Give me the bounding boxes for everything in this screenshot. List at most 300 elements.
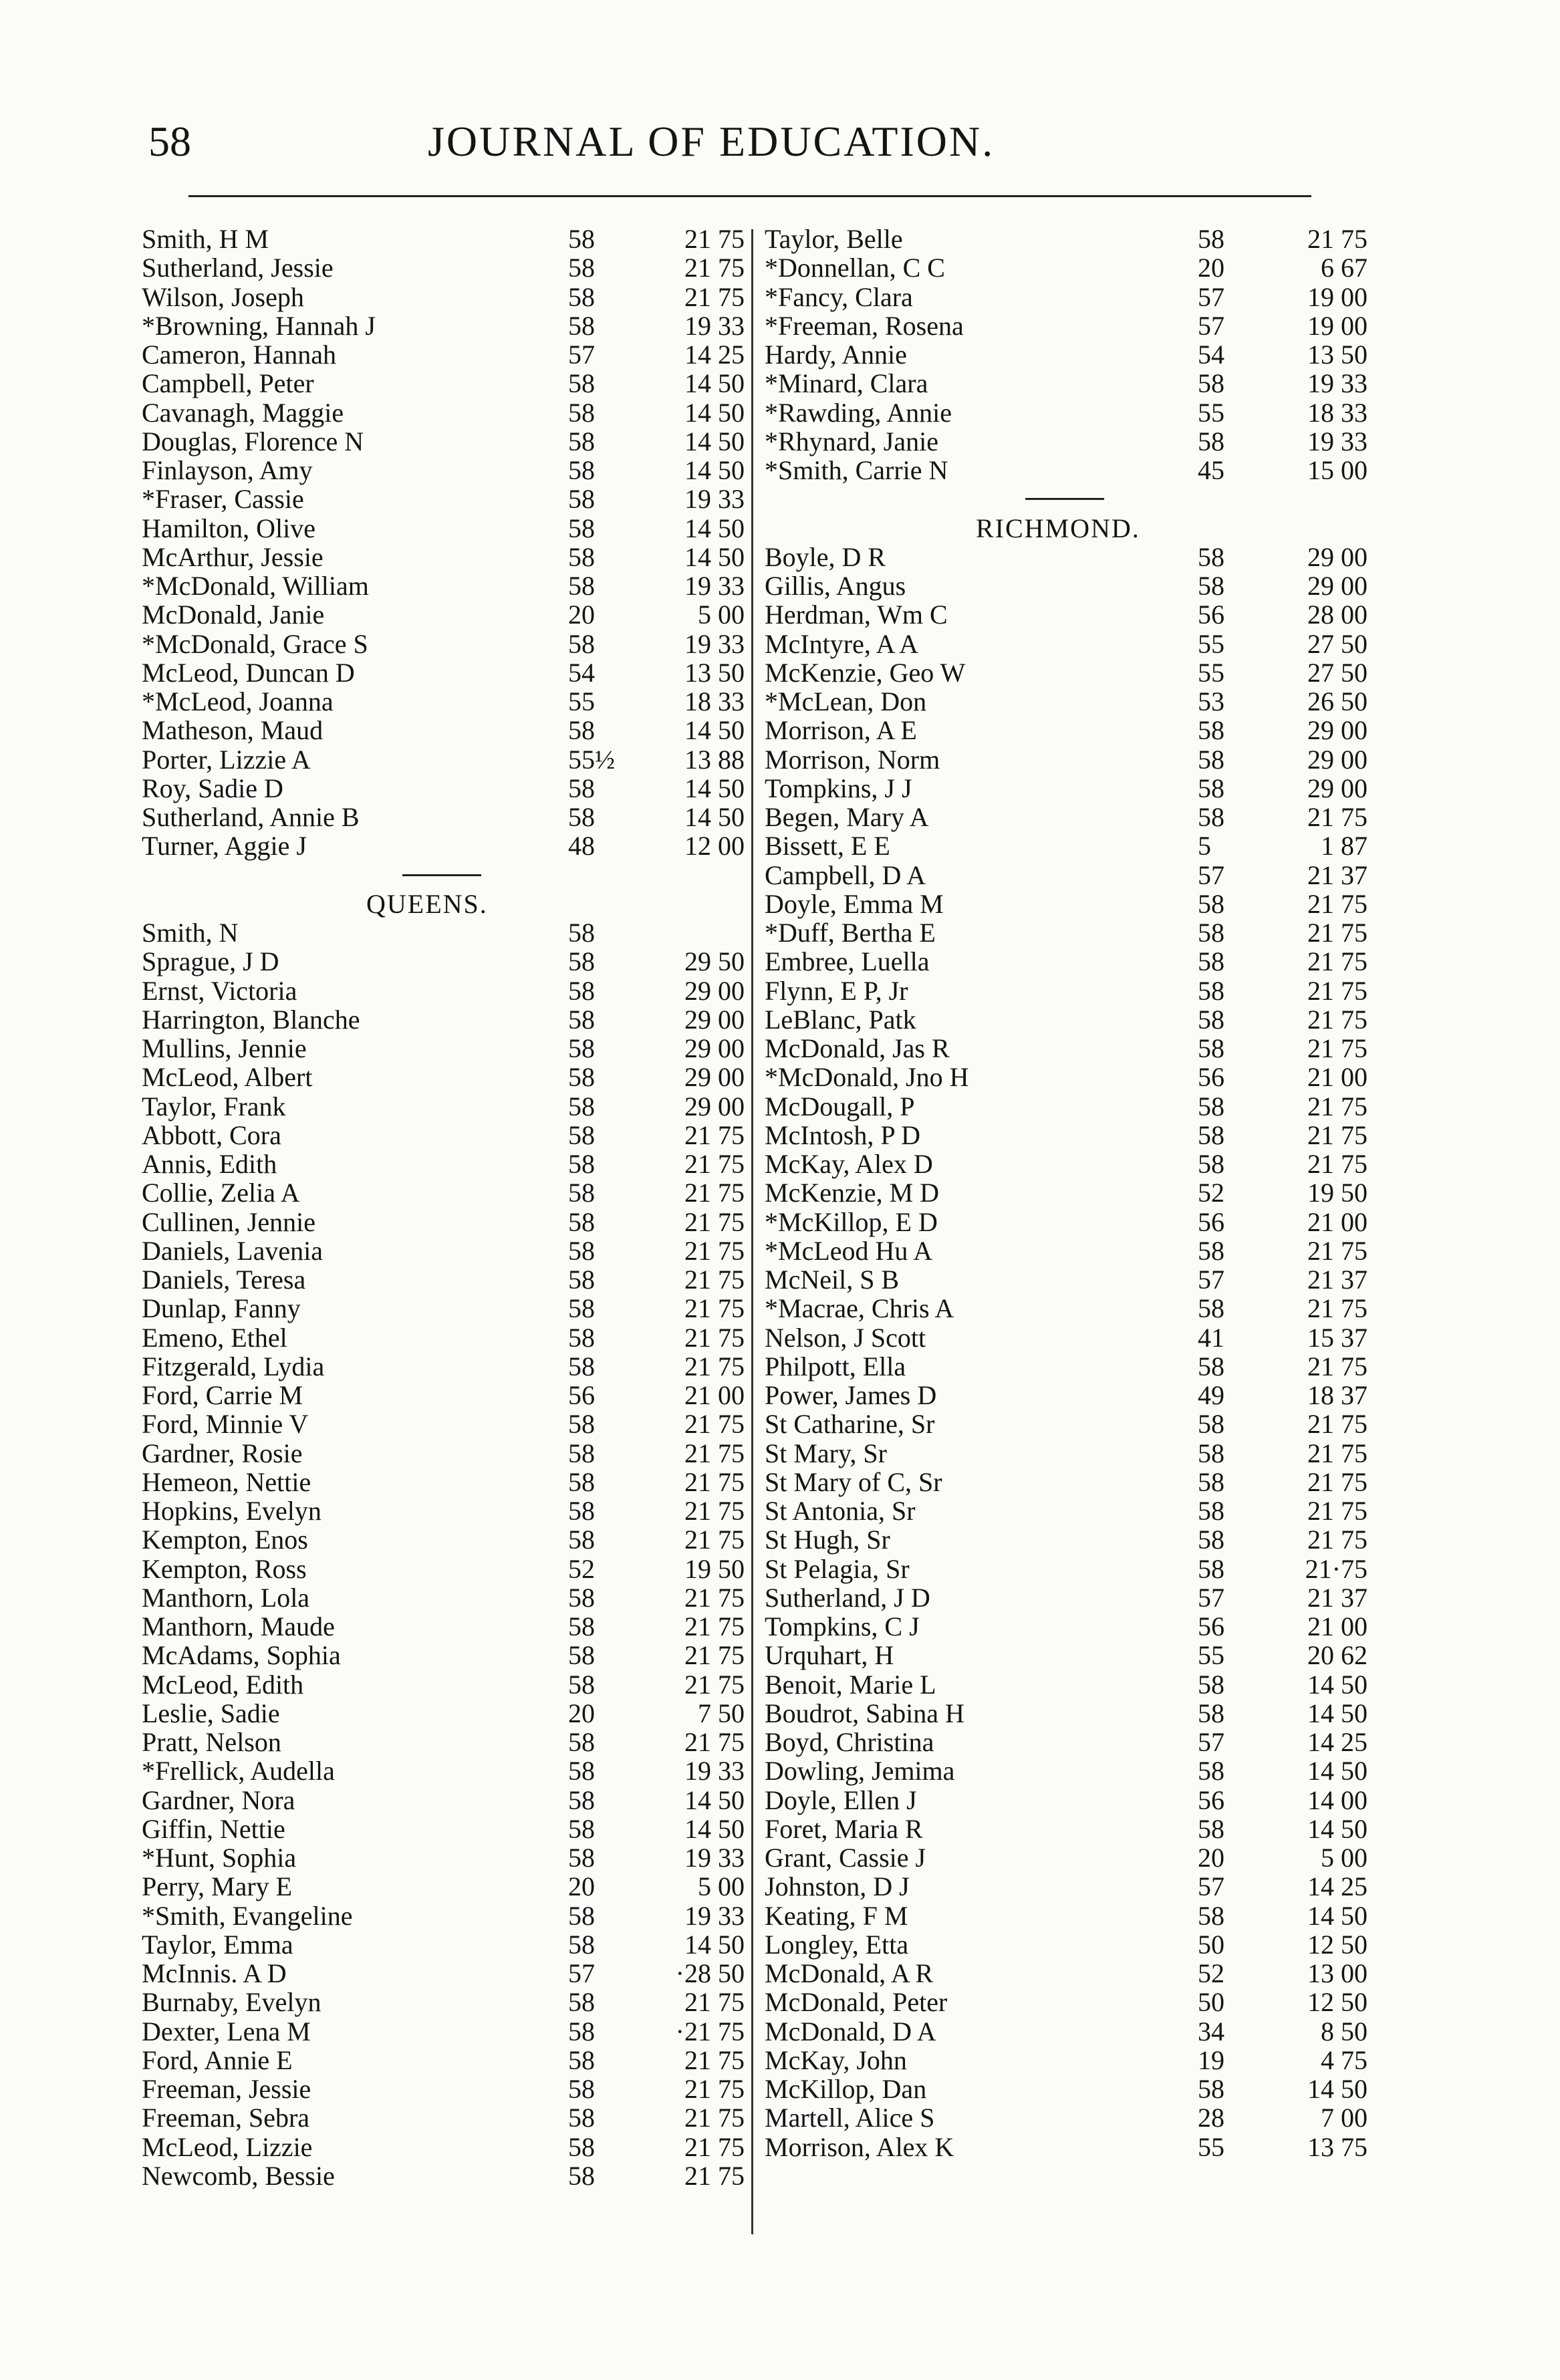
days-cell: 58 bbox=[568, 2044, 595, 2075]
amount-cell: 14 50 bbox=[684, 773, 745, 803]
days-cell: 58 bbox=[1198, 1293, 1224, 1324]
amount-cell: 29 50 bbox=[684, 946, 745, 977]
section-divider bbox=[765, 485, 1366, 513]
table-row bbox=[142, 253, 745, 282]
amount-cell: 19 33 bbox=[684, 628, 745, 659]
table-row bbox=[765, 1294, 1366, 1323]
days-cell: 58 bbox=[1198, 368, 1224, 399]
name-cell: Dexter, Lena M bbox=[142, 2016, 311, 2046]
name-cell: Embree, Luella bbox=[765, 946, 930, 977]
table-row bbox=[765, 253, 1366, 282]
days-cell: 58 bbox=[568, 281, 595, 312]
name-cell: Mullins, Jennie bbox=[142, 1033, 307, 1063]
table-row bbox=[142, 1063, 745, 1091]
amount-cell: 21 00 bbox=[684, 1380, 745, 1410]
table-row bbox=[142, 1728, 745, 1756]
name-cell: Giffin, Nettie bbox=[142, 1813, 285, 1844]
amount-cell: 14 50 bbox=[684, 715, 745, 746]
table-row bbox=[765, 543, 1366, 571]
table-row bbox=[765, 225, 1366, 253]
days-cell: 57 bbox=[1198, 310, 1224, 341]
name-cell: Freeman, Sebra bbox=[142, 2103, 310, 2133]
name-cell: *McDonald, Jno H bbox=[765, 1062, 969, 1093]
name-cell: Taylor, Belle bbox=[765, 224, 903, 254]
name-cell: St Antonia, Sr bbox=[765, 1496, 916, 1526]
table-row bbox=[765, 1670, 1366, 1699]
name-cell: Keating, F M bbox=[765, 1900, 908, 1931]
days-cell: 58 bbox=[1198, 1900, 1224, 1931]
amount-cell: 21 75 bbox=[684, 2160, 745, 2191]
days-cell: 58 bbox=[1198, 1033, 1224, 1063]
name-cell: Fitzgerald, Lydia bbox=[142, 1351, 325, 1381]
amount-cell: 21 75 bbox=[684, 1525, 745, 1555]
name-cell: *Frellick, Audella bbox=[142, 1756, 335, 1787]
days-cell: 58 bbox=[1198, 1004, 1224, 1035]
amount-cell: 14 50 bbox=[684, 802, 745, 832]
name-cell: Doyle, Emma M bbox=[765, 888, 944, 919]
days-cell: 58 bbox=[568, 2131, 595, 2162]
table-row bbox=[765, 2046, 1366, 2075]
days-cell: 58 bbox=[568, 1525, 595, 1555]
table-row bbox=[765, 976, 1366, 1005]
name-cell: Campbell, D A bbox=[765, 860, 926, 890]
amount-cell: 21 75 bbox=[1307, 1091, 1368, 1121]
days-cell: 58 bbox=[1198, 1149, 1224, 1179]
days-cell: 56 bbox=[1198, 1611, 1224, 1641]
table-row bbox=[765, 311, 1366, 340]
amount-cell: 8 50 bbox=[1321, 2016, 1368, 2046]
amount-cell: 21 75 bbox=[684, 224, 745, 254]
name-cell: McLeod, Duncan D bbox=[142, 657, 355, 688]
days-cell: 58 bbox=[1198, 1438, 1224, 1468]
name-cell: McNeil, S B bbox=[765, 1265, 900, 1295]
table-row bbox=[765, 831, 1366, 860]
right-column bbox=[765, 225, 1366, 2161]
days-cell: 57 bbox=[1198, 1727, 1224, 1757]
amount-cell: 21 75 bbox=[684, 2103, 745, 2133]
days-cell: 58 bbox=[568, 455, 595, 485]
table-row bbox=[765, 1092, 1366, 1121]
name-cell: Pratt, Nelson bbox=[142, 1727, 281, 1757]
amount-cell: 21 75 bbox=[1307, 1409, 1368, 1440]
amount-cell: 21 75 bbox=[1307, 1033, 1368, 1063]
left-block-1 bbox=[142, 225, 745, 861]
name-cell: McKenzie, Geo W bbox=[765, 657, 966, 688]
table-row bbox=[142, 225, 745, 253]
amount-cell: 29 00 bbox=[684, 1091, 745, 1121]
amount-cell: 29 00 bbox=[1307, 744, 1368, 775]
amount-cell: 14 50 bbox=[1307, 1669, 1368, 1700]
table-row bbox=[765, 803, 1366, 831]
name-cell: Morrison, Alex K bbox=[765, 2131, 954, 2162]
amount-cell: 19 50 bbox=[684, 1553, 745, 1584]
table-row bbox=[765, 2017, 1366, 2046]
days-cell: 58 bbox=[568, 1235, 595, 1266]
amount-cell: 21 75 bbox=[1307, 1525, 1368, 1555]
table-row bbox=[765, 369, 1366, 398]
days-cell: 57 bbox=[1198, 281, 1224, 312]
days-cell: 54 bbox=[1198, 340, 1224, 370]
amount-cell: 12 00 bbox=[684, 831, 745, 862]
days-cell: 58 bbox=[568, 513, 595, 543]
days-cell: 34 bbox=[1198, 2016, 1224, 2046]
column-divider bbox=[751, 229, 753, 2234]
name-cell: Collie, Zelia A bbox=[142, 1178, 300, 1208]
table-row bbox=[765, 1641, 1366, 1670]
amount-cell: 14 50 bbox=[684, 397, 745, 428]
name-cell: *Duff, Bertha E bbox=[765, 918, 936, 948]
amount-cell: 15 00 bbox=[1307, 455, 1368, 485]
name-cell: Hopkins, Evelyn bbox=[142, 1496, 321, 1526]
table-row bbox=[765, 1583, 1366, 1612]
amount-cell: 14 50 bbox=[684, 455, 745, 485]
days-cell: 20 bbox=[1198, 253, 1224, 283]
amount-cell: 12 50 bbox=[1307, 1987, 1368, 2018]
name-cell: Hardy, Annie bbox=[765, 340, 907, 370]
amount-cell: 21 75 bbox=[1307, 975, 1368, 1006]
table-row bbox=[142, 283, 745, 311]
table-row bbox=[765, 1208, 1366, 1236]
table-row bbox=[765, 1815, 1366, 1843]
name-cell: *McLean, Don bbox=[765, 686, 927, 716]
days-cell: 58 bbox=[1198, 571, 1224, 601]
days-cell: 58 bbox=[568, 1727, 595, 1757]
amount-cell: 19 00 bbox=[1307, 310, 1368, 341]
days-cell: 58 bbox=[568, 1669, 595, 1700]
amount-cell: 21 75 bbox=[1307, 1004, 1368, 1035]
table-row bbox=[765, 774, 1366, 803]
amount-cell: 21 75 bbox=[1307, 1149, 1368, 1179]
page-number: 58 bbox=[148, 118, 191, 165]
table-row bbox=[142, 716, 745, 745]
amount-cell: 20 62 bbox=[1307, 1640, 1368, 1671]
table-row bbox=[142, 1178, 745, 1207]
table-row bbox=[142, 1121, 745, 1150]
table-row bbox=[142, 485, 745, 513]
name-cell: McIntosh, P D bbox=[765, 1119, 920, 1150]
days-cell: 45 bbox=[1198, 455, 1224, 485]
days-cell: 58 bbox=[568, 368, 595, 399]
days-cell: 58 bbox=[1198, 1553, 1224, 1584]
table-row bbox=[142, 2103, 745, 2132]
name-cell: Benoit, Marie L bbox=[765, 1669, 936, 1700]
table-row bbox=[142, 976, 745, 1005]
table-row bbox=[765, 1178, 1366, 1207]
name-cell: Philpott, Ella bbox=[765, 1351, 906, 1381]
right-block-2 bbox=[765, 543, 1366, 2161]
amount-cell: 21 75 bbox=[1307, 1293, 1368, 1324]
table-row bbox=[142, 1092, 745, 1121]
days-cell: 58 bbox=[568, 1091, 595, 1121]
days-cell: 55 bbox=[1198, 2131, 1224, 2162]
days-cell: 58 bbox=[568, 541, 595, 572]
days-cell: 55 bbox=[568, 686, 595, 716]
days-cell: 58 bbox=[568, 2016, 595, 2046]
amount-cell: 19 33 bbox=[684, 1900, 745, 1931]
name-cell: Johnston, D J bbox=[765, 1871, 910, 1902]
name-cell: Gardner, Nora bbox=[142, 1784, 295, 1815]
table-row bbox=[765, 1988, 1366, 2016]
table-row bbox=[765, 1728, 1366, 1756]
table-row bbox=[142, 1959, 745, 1988]
table-row bbox=[765, 658, 1366, 687]
name-cell: Manthorn, Lola bbox=[142, 1582, 310, 1613]
days-cell: 58 bbox=[568, 2074, 595, 2104]
table-row bbox=[142, 2075, 745, 2103]
name-cell: *Freeman, Rosena bbox=[765, 310, 964, 341]
table-row bbox=[142, 1496, 745, 1525]
name-cell: St Pelagia, Sr bbox=[765, 1553, 910, 1584]
days-cell: 58 bbox=[568, 1987, 595, 2018]
amount-cell: 21 37 bbox=[1307, 1265, 1368, 1295]
amount-cell: 21 75 bbox=[1307, 224, 1368, 254]
table-row bbox=[765, 1525, 1366, 1554]
days-cell: 58 bbox=[568, 1929, 595, 1960]
name-cell: McKillop, Dan bbox=[765, 2074, 927, 2104]
name-cell: Ford, Annie E bbox=[142, 2044, 293, 2075]
days-cell: 58 bbox=[568, 1206, 595, 1237]
name-cell: Ernst, Victoria bbox=[142, 975, 297, 1006]
amount-cell: 19 33 bbox=[684, 1843, 745, 1873]
amount-cell: 21 75 bbox=[684, 1987, 745, 2018]
days-cell: 58 bbox=[1198, 1698, 1224, 1728]
table-row bbox=[765, 716, 1366, 745]
name-cell: Daniels, Lavenia bbox=[142, 1235, 323, 1266]
table-row bbox=[765, 2103, 1366, 2132]
days-cell: 58 bbox=[1198, 1466, 1224, 1497]
amount-cell: 21 75 bbox=[1307, 1438, 1368, 1468]
table-row bbox=[142, 745, 745, 774]
table-row bbox=[765, 630, 1366, 658]
days-cell: 58 bbox=[1198, 802, 1224, 832]
amount-cell: 21 75 bbox=[1307, 1351, 1368, 1381]
table-row bbox=[142, 1323, 745, 1352]
amount-cell: 21 75 bbox=[1307, 888, 1368, 919]
name-cell: McLeod, Edith bbox=[142, 1669, 304, 1700]
table-row bbox=[142, 803, 745, 831]
amount-cell: 19 33 bbox=[1307, 426, 1368, 456]
name-cell: St Mary, Sr bbox=[765, 1438, 887, 1468]
table-row bbox=[765, 600, 1366, 629]
name-cell: *Rhynard, Janie bbox=[765, 426, 938, 456]
name-cell: McDonald, A R bbox=[765, 1958, 934, 1988]
table-row bbox=[765, 1786, 1366, 1815]
section-heading-queens: QUEENS. bbox=[366, 888, 488, 919]
days-cell: 56 bbox=[1198, 600, 1224, 630]
table-row bbox=[142, 1468, 745, 1496]
amount-cell: 18 37 bbox=[1307, 1380, 1368, 1410]
name-cell: Begen, Mary A bbox=[765, 802, 929, 832]
days-cell: 52 bbox=[568, 1553, 595, 1584]
amount-cell: 21 37 bbox=[1307, 860, 1368, 890]
amount-cell: 21 00 bbox=[1307, 1611, 1368, 1641]
name-cell: Tompkins, J J bbox=[765, 773, 912, 803]
name-cell: Power, James D bbox=[765, 1380, 937, 1410]
name-cell: McKenzie, M D bbox=[765, 1178, 940, 1208]
table-row bbox=[142, 2046, 745, 2075]
days-cell: 53 bbox=[1198, 686, 1224, 716]
table-row bbox=[765, 1555, 1366, 1583]
table-row bbox=[765, 1959, 1366, 1988]
amount-cell: 27 50 bbox=[1307, 657, 1368, 688]
name-cell: Urquhart, H bbox=[765, 1640, 894, 1671]
amount-cell: 21 75 bbox=[684, 1496, 745, 1526]
table-row bbox=[765, 427, 1366, 456]
amount-cell: 14 50 bbox=[1307, 1698, 1368, 1728]
days-cell: 58 bbox=[568, 571, 595, 601]
amount-cell: 19 33 bbox=[684, 571, 745, 601]
name-cell: Emeno, Ethel bbox=[142, 1322, 287, 1353]
amount-cell: 21 75 bbox=[1307, 1496, 1368, 1526]
name-cell: McArthur, Jessie bbox=[142, 541, 323, 572]
amount-cell: 13 75 bbox=[1307, 2131, 1368, 2162]
amount-cell: 29 00 bbox=[1307, 541, 1368, 572]
table-row bbox=[142, 2133, 745, 2161]
amount-cell: 21 75 bbox=[684, 1206, 745, 1237]
amount-cell: 21 75 bbox=[684, 1727, 745, 1757]
table-row bbox=[765, 456, 1366, 485]
amount-cell: 18 33 bbox=[1307, 397, 1368, 428]
days-cell: 5 bbox=[1198, 831, 1211, 862]
table-row bbox=[142, 1901, 745, 1930]
name-cell: Herdman, Wm C bbox=[765, 600, 948, 630]
amount-cell: 29 00 bbox=[684, 1033, 745, 1063]
name-cell: Ford, Carrie M bbox=[142, 1380, 303, 1410]
name-cell: Roy, Sadie D bbox=[142, 773, 283, 803]
days-cell: 57 bbox=[568, 340, 595, 370]
amount-cell: 21 75 bbox=[1307, 1466, 1368, 1497]
days-cell: 58 bbox=[568, 253, 595, 283]
days-cell: 58 bbox=[568, 1496, 595, 1526]
days-cell: 58 bbox=[568, 1178, 595, 1208]
name-cell: Gardner, Rosie bbox=[142, 1438, 303, 1468]
name-cell: Porter, Lizzie A bbox=[142, 744, 311, 775]
days-cell: 55½ bbox=[568, 744, 615, 775]
name-cell: Abbott, Cora bbox=[142, 1119, 281, 1150]
amount-cell: 21 00 bbox=[1307, 1062, 1368, 1093]
table-row bbox=[142, 1786, 745, 1815]
amount-cell: 7 50 bbox=[698, 1698, 745, 1728]
name-cell: Campbell, Peter bbox=[142, 368, 314, 399]
amount-cell: 21·75 bbox=[1305, 1553, 1368, 1584]
amount-cell: 5 00 bbox=[698, 600, 745, 630]
amount-cell: 14 50 bbox=[684, 1813, 745, 1844]
table-row bbox=[142, 1930, 745, 1959]
table-row bbox=[142, 456, 745, 485]
table-row bbox=[765, 340, 1366, 369]
days-cell: 58 bbox=[1198, 946, 1224, 977]
table-row bbox=[142, 1843, 745, 1872]
table-row bbox=[142, 427, 745, 456]
days-cell: 58 bbox=[568, 1611, 595, 1641]
table-row bbox=[142, 2161, 745, 2190]
name-cell: Tompkins, C J bbox=[765, 1611, 920, 1641]
table-row bbox=[142, 918, 745, 947]
table-row bbox=[765, 1699, 1366, 1728]
table-row bbox=[765, 1005, 1366, 1034]
table-row bbox=[765, 1150, 1366, 1178]
name-cell: Morrison, A E bbox=[765, 715, 917, 746]
days-cell: 55 bbox=[1198, 657, 1224, 688]
amount-cell: 29 00 bbox=[1307, 715, 1368, 746]
days-cell: 58 bbox=[568, 1119, 595, 1150]
name-cell: Manthorn, Maude bbox=[142, 1611, 335, 1641]
name-cell: Daniels, Teresa bbox=[142, 1265, 306, 1295]
table-row bbox=[142, 369, 745, 398]
amount-cell: 21 75 bbox=[684, 2044, 745, 2075]
table-row bbox=[142, 687, 745, 716]
amount-cell: 14 50 bbox=[1307, 1813, 1368, 1844]
table-row bbox=[142, 1236, 745, 1265]
amount-cell: 15 37 bbox=[1307, 1322, 1368, 1353]
amount-cell: 19 33 bbox=[684, 310, 745, 341]
days-cell: 48 bbox=[568, 831, 595, 862]
days-cell: 58 bbox=[568, 310, 595, 341]
table-row bbox=[765, 1352, 1366, 1381]
days-cell: 58 bbox=[568, 1900, 595, 1931]
days-cell: 57 bbox=[1198, 1582, 1224, 1613]
days-cell: 58 bbox=[1198, 1496, 1224, 1526]
name-cell: Foret, Maria R bbox=[765, 1813, 923, 1844]
table-row bbox=[142, 658, 745, 687]
days-cell: 58 bbox=[1198, 1756, 1224, 1787]
days-cell: 58 bbox=[568, 1784, 595, 1815]
days-cell: 58 bbox=[1198, 224, 1224, 254]
days-cell: 58 bbox=[568, 224, 595, 254]
name-cell: Dowling, Jemima bbox=[765, 1756, 955, 1787]
table-row bbox=[142, 514, 745, 543]
name-cell: Dunlap, Fanny bbox=[142, 1293, 301, 1324]
days-cell: 58 bbox=[1198, 975, 1224, 1006]
amount-cell: 21 75 bbox=[684, 1351, 745, 1381]
amount-cell: 19 50 bbox=[1307, 1178, 1368, 1208]
days-cell: 58 bbox=[568, 1438, 595, 1468]
name-cell: Sprague, J D bbox=[142, 946, 279, 977]
name-cell: Leslie, Sadie bbox=[142, 1698, 280, 1728]
days-cell: 58 bbox=[568, 1351, 595, 1381]
table-row bbox=[142, 1612, 745, 1641]
name-cell: LeBlanc, Patk bbox=[765, 1004, 916, 1035]
header-rule bbox=[188, 195, 1311, 197]
amount-cell: 21 75 bbox=[684, 1611, 745, 1641]
name-cell: Morrison, Norm bbox=[765, 744, 940, 775]
table-row bbox=[142, 1988, 745, 2016]
table-row bbox=[765, 745, 1366, 774]
name-cell: Kempton, Ross bbox=[142, 1553, 307, 1584]
table-row bbox=[765, 1063, 1366, 1091]
journal-title: JOURNAL OF EDUCATION. bbox=[428, 118, 995, 165]
amount-cell: 21 75 bbox=[1307, 946, 1368, 977]
amount-cell: 14 50 bbox=[1307, 2074, 1368, 2104]
amount-cell: 29 00 bbox=[684, 975, 745, 1006]
table-row bbox=[142, 630, 745, 658]
amount-cell: ·28 50 bbox=[675, 1958, 745, 1988]
table-row bbox=[765, 947, 1366, 976]
name-cell: *Fraser, Cassie bbox=[142, 484, 304, 515]
name-cell: *McLeod Hu A bbox=[765, 1235, 933, 1266]
days-cell: 20 bbox=[568, 1871, 595, 1902]
table-row bbox=[142, 543, 745, 571]
name-cell: Harrington, Blanche bbox=[142, 1004, 360, 1035]
name-cell: Finlayson, Amy bbox=[142, 455, 313, 485]
amount-cell: 21 75 bbox=[684, 1149, 745, 1179]
amount-cell: 14 25 bbox=[1307, 1727, 1368, 1757]
days-cell: 58 bbox=[568, 1149, 595, 1179]
table-row bbox=[765, 890, 1366, 918]
name-cell: McAdams, Sophia bbox=[142, 1640, 341, 1671]
amount-cell: 29 00 bbox=[1307, 773, 1368, 803]
name-cell: Sutherland, J D bbox=[765, 1582, 930, 1613]
